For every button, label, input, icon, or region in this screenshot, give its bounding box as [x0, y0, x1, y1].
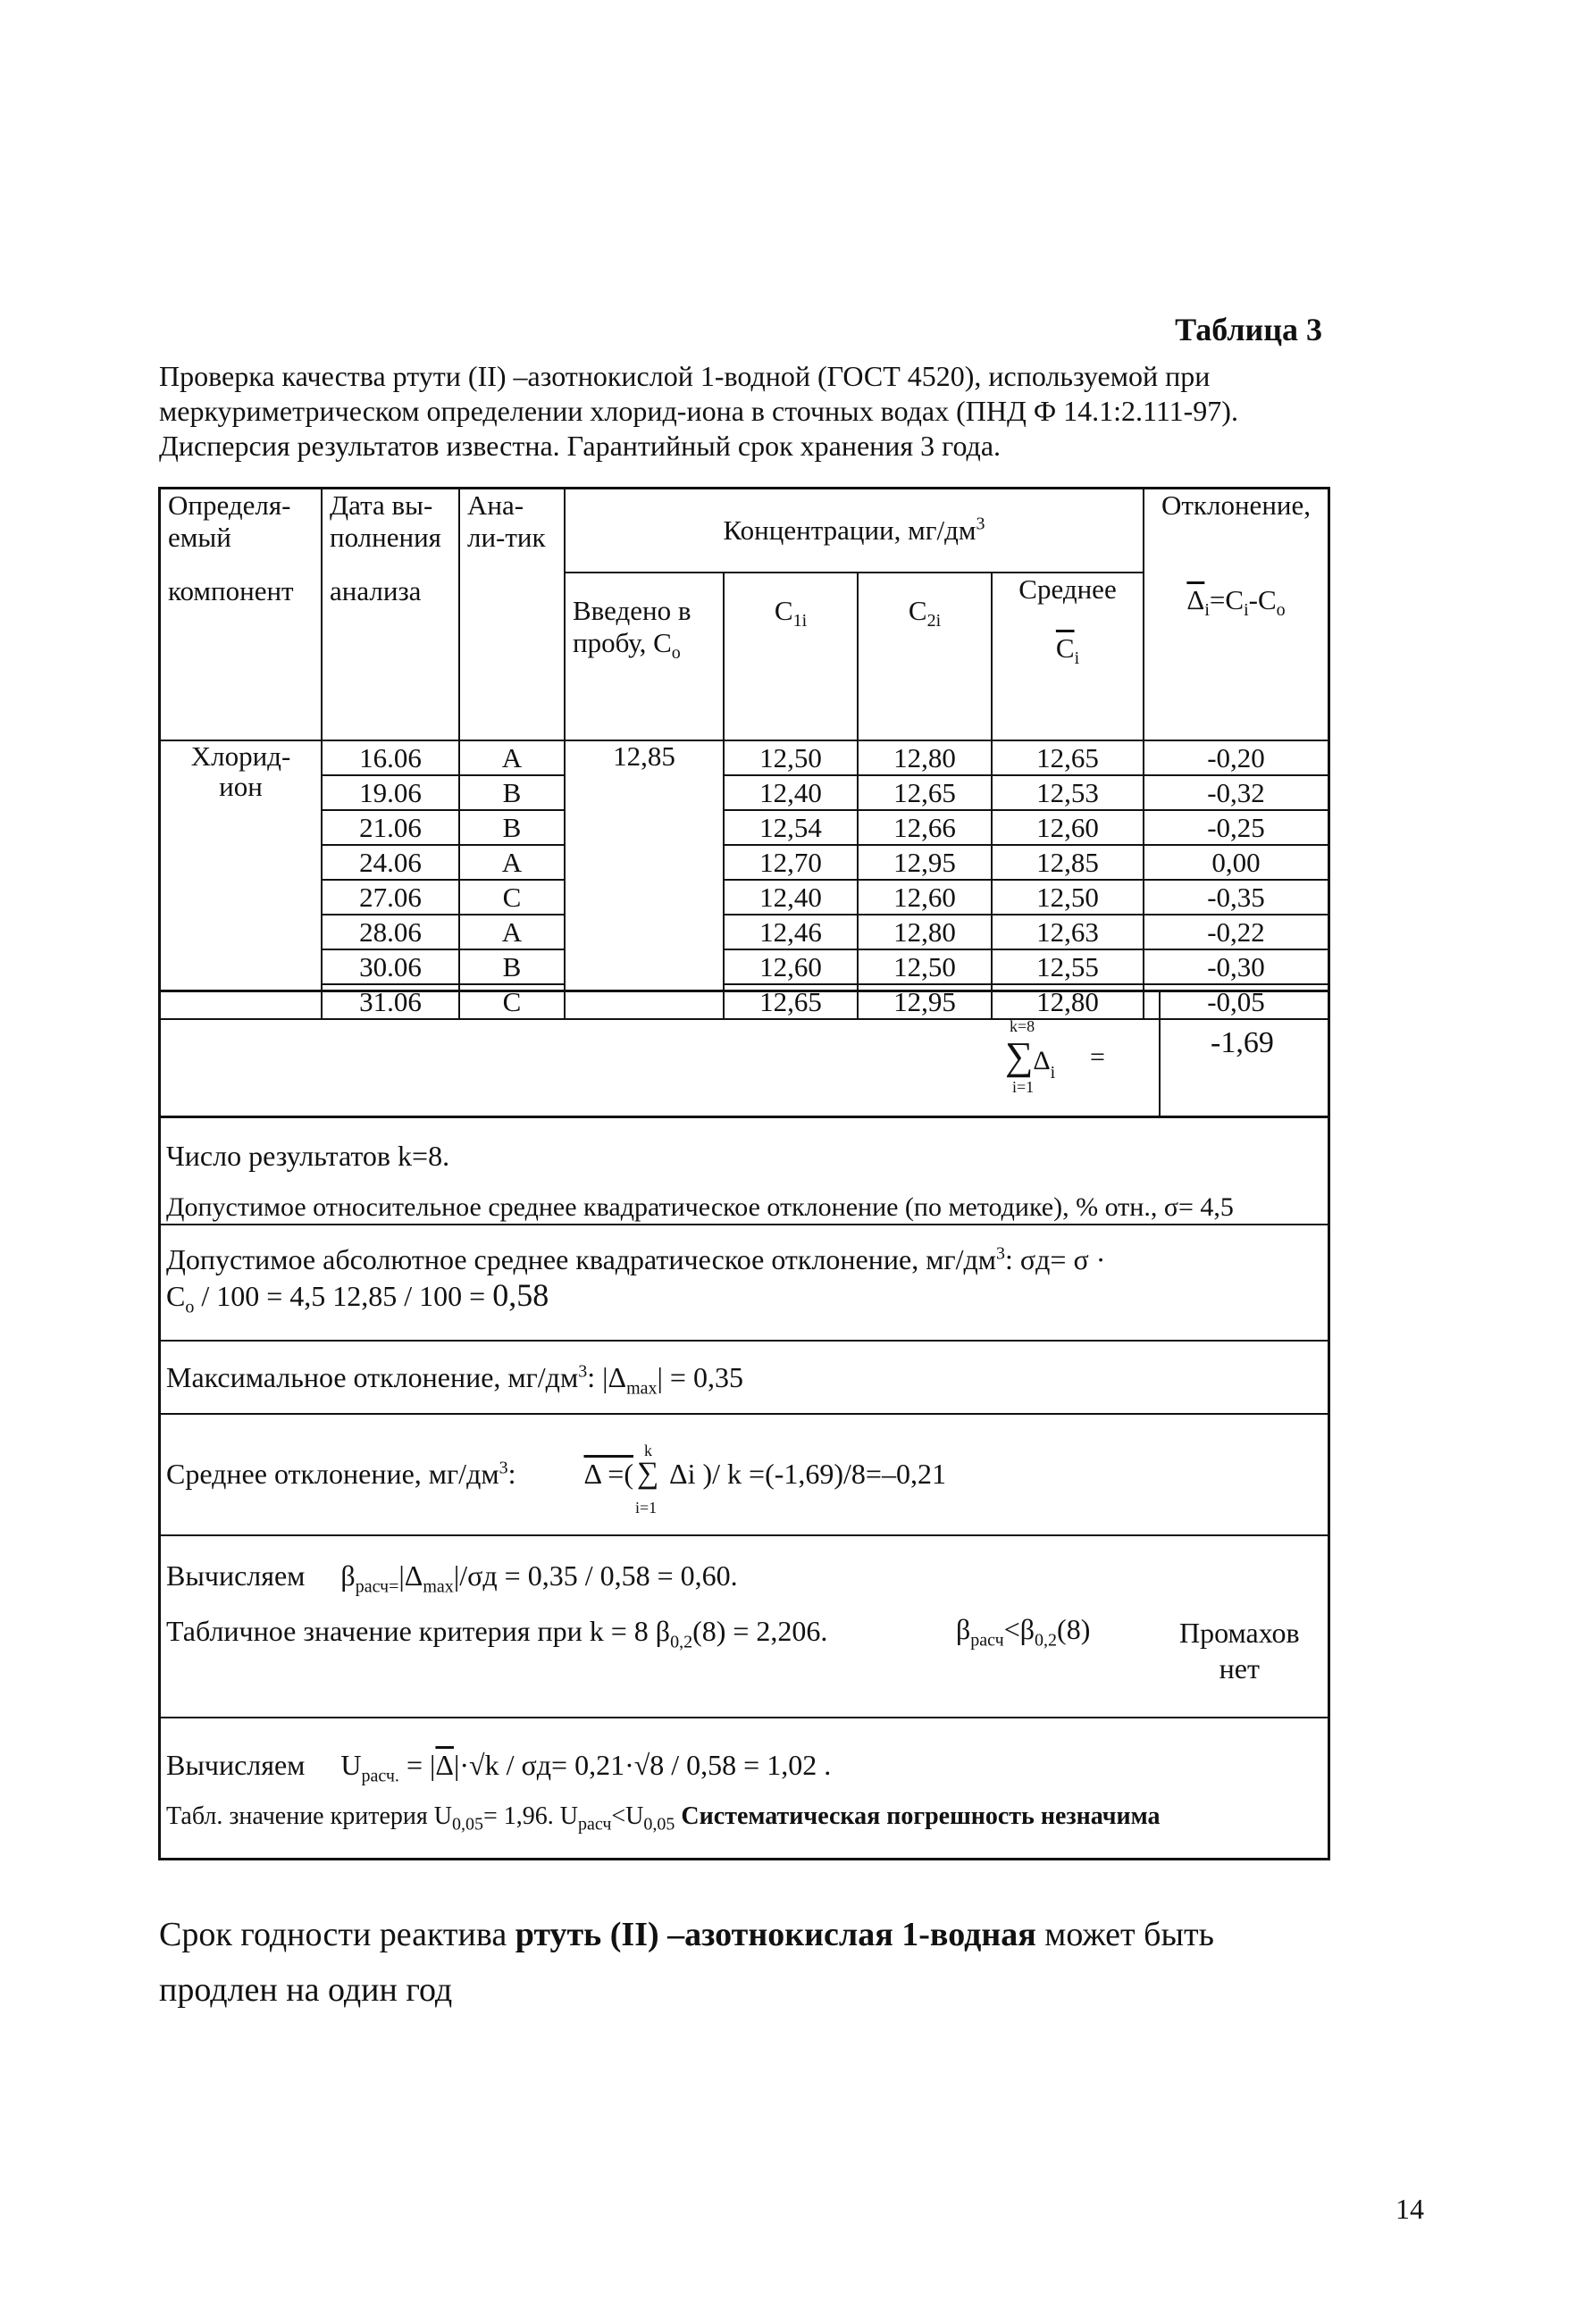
cell-analyst: С [459, 984, 565, 1019]
cell-deviation: -0,30 [1144, 949, 1328, 984]
header-concentrations: Концентрации, $мг/дм^3$ [565, 489, 1144, 573]
cell-c1: 12,46 [724, 915, 858, 949]
cell-analyst: С [459, 880, 565, 915]
mean-deviation-block: Среднее отклонение, $мг/дм^3$: Δ =( k ∑ i=1 Δi )/ k =(-1,69)/8=–0,21 [161, 1415, 1328, 1536]
cell-date: 24.06 [322, 845, 459, 880]
sum-formula: k=8 $\sum\Delta_i$ i=1 = [1005, 1017, 1105, 1096]
cell-analyst: В [459, 949, 565, 984]
sum-row [161, 990, 1328, 1118]
cell-c1: 12,65 [724, 984, 858, 1019]
table-label: Таблица 3 [1175, 312, 1322, 347]
cell-mean: 12,60 [992, 810, 1144, 845]
introduced-value-cell: 12,85 [565, 740, 724, 1019]
cell-deviation: -0,25 [1144, 810, 1328, 845]
u-criterion-block: Вычисляем $U_{расч.} = |\overline{\Delta}|\cdot√k / \sigma д= 0,21\cdot√8 / 0,58 = 1,02$ . Табл. значение критерия $U_{0,05}= 1,96$. $U_{расч}<U_{0,05}$ Систематическая погрешность незначима [166, 1749, 1161, 1835]
cell-c2: 12,95 [858, 984, 992, 1019]
cell-date: 19.06 [322, 775, 459, 810]
beta-comparison: $\beta_{расч}<\beta_{0,2}(8)$ [956, 1613, 1091, 1651]
cell-mean: 12,63 [992, 915, 1144, 949]
cell-deviation: -0,05 [1144, 984, 1328, 1019]
cell-c1: 12,54 [724, 810, 858, 845]
cell-c1: 12,40 [724, 880, 858, 915]
page-number: 14 [1395, 2193, 1424, 2225]
header-analyst: Ана- ли-тик [459, 489, 565, 740]
sum-value: -1,69 [1211, 1026, 1274, 1059]
header-c2: $C_{2i}$ [858, 573, 992, 740]
cell-c2: 12,65 [858, 775, 992, 810]
cell-date: 31.06 [322, 984, 459, 1019]
cell-date: 28.06 [322, 915, 459, 949]
cell-mean: 12,85 [992, 845, 1144, 880]
cell-deviation: -0,35 [1144, 880, 1328, 915]
results-count-block: Число результатов k=8. Допустимое относительное среднее квадратическое отклонение (по методике), % отн., σ= 4,5 [161, 1118, 1328, 1225]
cell-deviation: -0,22 [1144, 915, 1328, 949]
footer-line: Срок годности реактива ртуть (II) –азотнокислая 1-водная может быть [159, 1916, 1214, 1953]
results-grid [161, 489, 1328, 1020]
cell-date: 21.06 [322, 810, 459, 845]
beta-criterion-block: Вычисляем $\beta_{расч=}|\Delta_{max}|/\sigma д = 0,35 / 0,58 = 0,60$. Табличное значение критерия при k = 8 $\beta_{0,2}(8) = 2,206$. $\beta_{расч}<\beta_{0,2}(8)$ Промахов нет [161, 1536, 1328, 1718]
header-mean: Среднее $\overline{C}_i$ [992, 573, 1144, 740]
cell-date: 27.06 [322, 880, 459, 915]
cell-date: 30.06 [322, 949, 459, 984]
absolute-sd-block: Допустимое абсолютное среднее квадратическое отклонение, $мг/дм^3$: σд= σ · $C_o / 100 = 4,5$ 12,85 / 100 = 0,58 [161, 1225, 1328, 1342]
cell-analyst: А [459, 845, 565, 880]
cell-deviation: -0,32 [1144, 775, 1328, 810]
cell-mean: 12,65 [992, 740, 1144, 775]
header-component: Определя- емый компонент [161, 489, 322, 740]
caption-line: Проверка качества ртути (II) –азотнокислой 1-водной (ГОСТ 4520), используемой при [159, 360, 1211, 392]
cell-analyst: А [459, 740, 565, 775]
sum-stack: k ∑ i=1 [635, 1441, 659, 1517]
cell-mean: 12,53 [992, 775, 1144, 810]
quality-check-table [158, 487, 1330, 1860]
table-caption [159, 359, 1329, 464]
caption-line: меркуриметрическом определении хлорид-иона в сточных водах (ПНД Ф 14.1:2.111-97). [159, 395, 1238, 427]
cell-mean: 12,55 [992, 949, 1144, 984]
max-deviation-block: Максимальное отклонение, $мг/дм^3$: $|\Delta_{max}| = 0,35$ [161, 1342, 1328, 1415]
footer-line: продлен на один год [159, 1971, 453, 2009]
cell-c2: 12,60 [858, 880, 992, 915]
cell-c1: 12,70 [724, 845, 858, 880]
cell-c2: 12,66 [858, 810, 992, 845]
cell-c2: 12,50 [858, 949, 992, 984]
cell-analyst: А [459, 915, 565, 949]
header-deviation: Отклонение, $\overline{\Delta}_i=C_i-C_o$ [1144, 489, 1328, 740]
cell-mean: 12,80 [992, 984, 1144, 1019]
cell-c1: 12,60 [724, 949, 858, 984]
header-date: Дата вы- полнения анализа [322, 489, 459, 740]
header-introduced: Введено в пробу, $C_o$ [565, 573, 724, 740]
header-c1: $C_{1i}$ [724, 573, 858, 740]
caption-line: Дисперсия результатов известна. Гарантийный срок хранения 3 года. [159, 430, 1002, 462]
cell-analyst: В [459, 810, 565, 845]
cell-mean: 12,50 [992, 880, 1144, 915]
cell-c2: 12,80 [858, 740, 992, 775]
cell-deviation: 0,00 [1144, 845, 1328, 880]
component-cell: Хлорид- ион [161, 740, 322, 1019]
sum-divider [1159, 992, 1161, 1116]
cell-analyst: В [459, 775, 565, 810]
cell-c1: 12,50 [724, 740, 858, 775]
cell-date: 16.06 [322, 740, 459, 775]
shelf-life-conclusion [159, 1907, 1338, 2018]
cell-c1: 12,40 [724, 775, 858, 810]
cell-c2: 12,95 [858, 845, 992, 880]
no-outliers-note: Промахов нет [1179, 1617, 1300, 1684]
cell-deviation: -0,20 [1144, 740, 1328, 775]
cell-c2: 12,80 [858, 915, 992, 949]
